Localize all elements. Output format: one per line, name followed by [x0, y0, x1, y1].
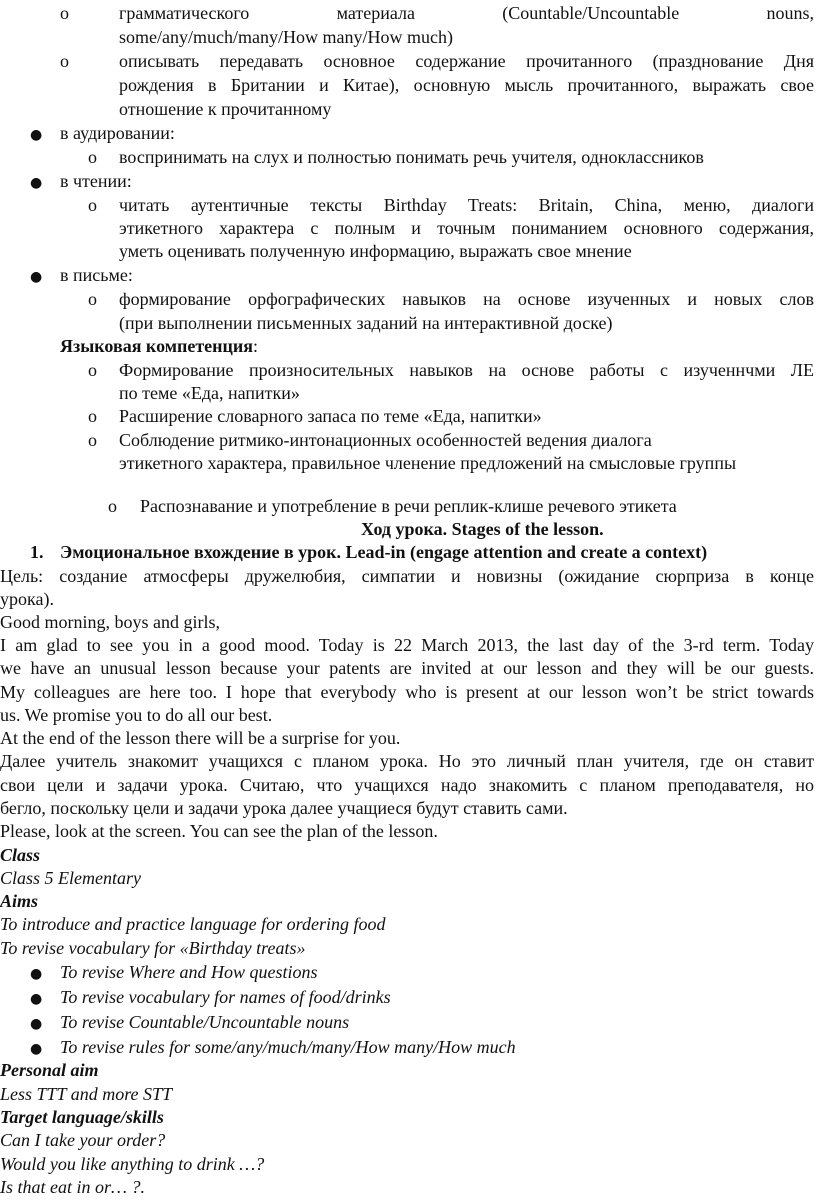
personal-aim-value: Less TTT and more STT	[0, 1084, 173, 1104]
skill-line: формирование орфографических навыков на основе изученных и новых слов	[119, 289, 814, 309]
surprise-line: At the end of the lesson there will be a surprise for you.	[0, 728, 401, 748]
circle-bullet: o	[88, 147, 97, 167]
circle-bullet: o	[108, 496, 117, 516]
objective-line: рождения в Британии и Китае), основную мысль прочитанного, выражать свое	[119, 75, 814, 95]
bullet-dot: ●	[30, 991, 43, 1007]
circle-bullet: o	[88, 360, 97, 380]
language-competence-heading: Языковая компетенция	[60, 336, 254, 356]
competence-line: Расширение словарного запаса по теме «Еда, напитки»	[119, 406, 542, 426]
skill-heading: в чтении:	[60, 171, 132, 191]
circle-bullet: o	[88, 406, 97, 426]
goal-line: Цель: создание атмосферы дружелюбия, симпатии и новизны (ожидание сюрприза в конце	[0, 566, 814, 586]
objective-line: грамматического материала (Countable/Uncountable nouns,	[119, 3, 814, 23]
skill-line: (при выполнении письменных заданий на интерактивной доске)	[119, 313, 613, 333]
class-label: Class	[0, 845, 41, 865]
teacher-line: бегло, поскольку цели и задачи урока далее учащиеся будут ставить сами.	[0, 798, 568, 818]
circle-bullet: o	[60, 3, 69, 23]
objective-line: some/any/much/many/How many/How much)	[119, 27, 453, 47]
aims-bullet: To revise rules for some/any/much/many/How many/How much	[60, 1037, 516, 1057]
circle-bullet: o	[88, 289, 97, 309]
intro-line: us. We promise you to do all our best.	[0, 705, 273, 725]
intro-line: My colleagues are here too. I hope that everybody who is present at our lesson won’t be strict towards	[0, 682, 814, 702]
target-line: Can I take your order?	[0, 1130, 166, 1150]
target-label: Target language/skills	[0, 1107, 164, 1127]
stage-title: Эмоциональное вхождение в урок. Lead-in (engage attention and create a context)	[60, 542, 708, 562]
bullet-dot: ●	[30, 127, 43, 143]
aims-label: Aims	[0, 891, 39, 911]
objective-line: отношение к прочитанному	[119, 99, 332, 119]
goal-line: урока).	[0, 589, 54, 609]
class-value: Class 5 Elementary	[0, 868, 141, 888]
target-line: Would you like anything to drink …?	[0, 1154, 265, 1174]
circle-bullet: o	[88, 195, 97, 215]
aims-bullet: To revise Countable/Uncountable nouns	[60, 1012, 350, 1032]
skill-line: уметь оценивать полученную информацию, выражать свое мнение	[119, 241, 632, 261]
bullet-dot: ●	[30, 1016, 43, 1032]
teacher-line: свои цели и задачи урока. Считаю, что учащихся надо знакомить с планом преподавателя, но	[0, 775, 814, 795]
aims-line: To revise vocabulary for «Birthday treats»	[0, 938, 306, 958]
competence-line: по теме «Еда, напитки»	[119, 383, 300, 403]
skill-line: читать аутентичные тексты Birthday Treats: Britain, China, меню, диалоги	[119, 195, 814, 215]
section-heading	[60, 335, 258, 359]
personal-aim-label: Personal aim	[0, 1060, 99, 1080]
intro-line: we have an unusual lesson because your patents are invited at our lesson and they will be our guests.	[0, 658, 814, 678]
aims-bullet: To revise Where and How questions	[60, 962, 318, 982]
circle-bullet: o	[88, 430, 97, 450]
competence-line: Распознавание и употребление в речи реплик-клише речевого этикета	[140, 496, 677, 516]
stages-title: Ход урока. Stages of the lesson.	[361, 519, 604, 539]
intro-line: I am glad to see you in a good mood. Today is 22 March 2013, the last day of the 3-rd term. Today	[0, 635, 814, 655]
circle-bullet: o	[60, 51, 69, 71]
competence-line: Соблюдение ритмико-интонационных особенностей ведения диалога	[119, 430, 652, 450]
screen-line: Please, look at the screen. You can see the plan of the lesson.	[0, 821, 438, 841]
teacher-line: Далее учитель знакомит учащихся с планом урока. Но это личный план учителя, где он ставит	[0, 751, 814, 771]
aims-bullet: To revise vocabulary for names of food/drinks	[60, 987, 391, 1007]
stage-number: 1.	[30, 542, 44, 562]
skill-line: этикетного характера с полным и точным пониманием основного содержания,	[119, 218, 814, 238]
target-line: Is that eat in or… ?.	[0, 1177, 146, 1197]
objective-line: описывать передавать основное содержание прочитанного (празднование Дня	[119, 51, 814, 71]
aims-line: To introduce and practice language for ordering food	[0, 914, 386, 934]
heading-colon: :	[253, 336, 259, 356]
skill-heading: в аудировании:	[60, 123, 175, 143]
skill-line: воспринимать на слух и полностью понимать речь учителя, одноклассников	[119, 147, 704, 167]
bullet-dot: ●	[30, 1041, 43, 1057]
greeting-line: Good morning, boys and girls,	[0, 612, 220, 632]
bullet-dot: ●	[30, 966, 43, 982]
competence-line: Формирование произносительных навыков на основе работы с изученнчми ЛЕ	[119, 360, 814, 380]
skill-heading: в письме:	[60, 265, 133, 285]
bullet-dot: ●	[30, 175, 43, 191]
competence-line: этикетного характера, правильное членение предложений на смысловые группы	[119, 453, 737, 473]
bullet-dot: ●	[30, 269, 43, 285]
